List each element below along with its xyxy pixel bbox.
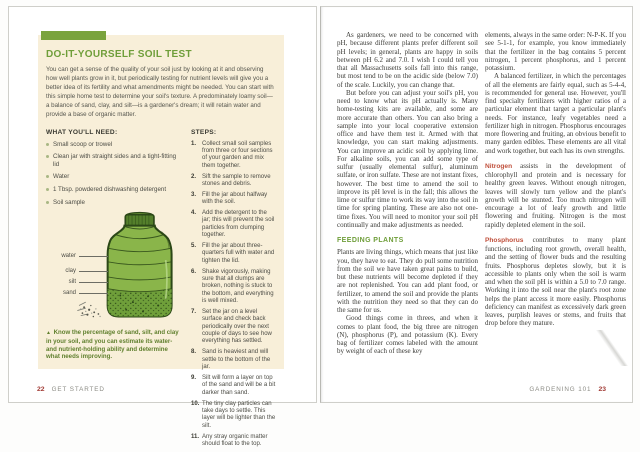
footer-section-label: GARDENING 101	[529, 386, 592, 393]
step-number: 8.	[191, 349, 197, 356]
needs-column	[46, 129, 182, 452]
step-text: Sift the sample to remove stones and debris.	[202, 173, 271, 187]
jar-label-leader	[79, 293, 108, 294]
steps-column	[191, 129, 276, 452]
steps-list	[191, 141, 276, 449]
footer-section-label: GET STARTED	[51, 386, 105, 393]
paragraph: Phosphorus contributes to many plant functions, including root growth, overall health, and the setting of flower buds and the resulting fruits. Phosphorus depletes slowly, but it is accessible to plants only when the soil is warm and when the soil pH is within a 5.0 to 7.0 range. Working it into the soil near the plant's root zone helps the plant access it more easily. Phosphorus deficiency can manifest as excessively dark green leaves, purplish leaves or stems, and fruits that drop before they mature.	[485, 235, 626, 328]
step-text: Collect small soil samples from three or four sections of your garden and mix them together.	[202, 140, 273, 169]
paragraph: Nitrogen assists in the development of chlorophyll and protein and is necessary for healthy green leaves. Without enough nitrogen, leaves will slowly turn yellow and the plant's growth will be stunted. Too much nitrogen will encourage a lot of leafy growth and little flowering and fruiting. Nitrogen is the most rapidly depleted element in the soil.	[485, 161, 626, 229]
step-item	[191, 375, 276, 397]
step-text: Set the jar on a level surface and check back periodically over the next couple of days to see how everything has settled.	[202, 309, 272, 345]
step-text: Shake vigorously, making sure that all clumps are broken, nothing is stuck to the bottom, and everything is well mixed.	[202, 268, 274, 305]
step-text: Any stray organic matter should float to the top.	[202, 433, 268, 447]
step-item	[191, 434, 276, 449]
left-page	[8, 6, 317, 447]
step-number: 1.	[191, 140, 197, 147]
jar-label	[46, 279, 108, 285]
soil-jar-illustration	[74, 211, 180, 321]
needs-heading: WHAT YOU'LL NEED:	[46, 128, 118, 136]
step-item	[191, 349, 276, 371]
jar-label	[46, 290, 108, 296]
need-label: Small scoop or trowel	[53, 140, 113, 148]
box-intro: You can get a sense of the quality of your soil just by looking at it and observing how well plants grow in it, but periodically testing for nutrient levels will give you a better idea of its fertility and what amendments might be needed. You can start with this simple home test to determine your soil's texture. A predominately loamy soil—a balance of sand, clay, and silt—is a gardener's dream; it will retain water and provide a base of organic matter.	[46, 66, 274, 119]
jar-label	[46, 268, 108, 274]
figure-caption-text: Know the percentage of sand, silt, and clay in your soil, and you can estimate its water- and nutrient-holding ability and determine what needs improving.	[46, 329, 179, 361]
need-item	[46, 173, 182, 181]
need-item	[46, 141, 182, 149]
need-label: Clean jar with straight sides and a tight-fitting lid	[53, 153, 177, 168]
text-column-1	[337, 31, 478, 356]
nutrient-lead: Nitrogen	[485, 162, 513, 170]
right-page	[320, 6, 633, 403]
paragraph: Good things come in threes, and when it comes to plant food, the big three are nitrogen (N), phosphorus (P), and potassium (K). Every bag of fertilizer comes labeled with the amount by weight of each of these key	[337, 314, 478, 356]
caption-triangle-icon: ▲	[46, 330, 51, 337]
step-number: 11.	[191, 433, 200, 440]
page-number: 22	[37, 386, 45, 393]
jar-label-leader	[79, 271, 108, 272]
need-label: Soil sample	[53, 198, 85, 206]
box-columns	[46, 129, 276, 452]
step-number: 9.	[191, 374, 197, 381]
step-text: Fill the jar about three-quarters full with water and tighten the lid.	[202, 243, 275, 264]
step-text: Sand is heaviest and will settle to the bottom of the jar.	[202, 349, 271, 370]
section-heading-feeding-plants: FEEDING PLANTS	[337, 237, 404, 244]
step-item	[191, 269, 276, 306]
step-text: Silt will form a layer on top of the sand and will be a bit darker than sand.	[202, 374, 276, 396]
steps-heading: STEPS:	[191, 128, 217, 136]
step-number: 4.	[191, 210, 197, 217]
jar-label-text: water	[61, 253, 76, 260]
text-column-2	[485, 31, 626, 356]
paragraph: elements, always in the same order: N-P-K. If you see 5-1-1, for example, you know immediately that the fertilizer in the bag contains 5 percent nitrogen, 1 percent phosphorus, and 1 percent potassium.	[485, 31, 626, 72]
paragraph: A balanced fertilizer, in which the percentages of all the elements are fairly equal, such as 5-4-4, is recommended for general use. However, you'll find specialty fertilizers with higher ratios of a particular element that target a particular plant's needs. For instance, leafy vegetables need a fertilizer high in nitrogen. Phosphorus encourages more flowering and fruiting, an obvious benefit to many garden edibles. These elements are all vital and work together, but each has its own strengths.	[485, 72, 626, 155]
green-accent-bar	[41, 31, 106, 40]
step-number: 2.	[191, 173, 197, 180]
jar-figure	[46, 211, 182, 324]
paragraph: As gardeners, we need to be concerned with pH, because different plants prefer different soil pH levels; in general, plants are happy in soils between pH 6.2 and 7.0. I wish I could tell you that all Massachusetts soils fall into this range, but most tend to be on the acidic side (below 7.0) of the scale. Luckily, you can change that.	[337, 31, 478, 89]
jar-label-leader	[79, 256, 108, 257]
step-item	[191, 243, 276, 265]
nutrient-lead: Phosphorus	[485, 236, 524, 244]
paragraph: But before you can adjust your soil's pH, you need to know what its pH actually is. Many home-testing kits are available, and some are more accurate than others. You can also bring a sample into your local cooperative extension office and have them test it. Armed with that knowledge, you can start making adjustments. You can improve an acidic soil by applying lime. For alkaline soils, you can add some type of sulfur (usually elemental sulfur), aluminum sulfate, or iron sulfate. These are not instant fixes, however. The best time to amend the soil to improve its pH level is in the fall; this allows the lime or sulfur time to work its way into the soil in time for spring planting. These are also not one-time fixes. You will need to monitor your soil pH continually and make adjustments as needed.	[337, 88, 478, 229]
bullet-icon	[46, 201, 49, 204]
page-footer-right	[529, 386, 606, 393]
step-item	[191, 141, 276, 170]
jar-label	[46, 253, 108, 259]
need-item	[46, 199, 182, 207]
need-label: 1 Tbsp. powdered dishwashing detergent	[53, 185, 167, 193]
bullet-icon	[46, 155, 49, 158]
jar-label-text: sand	[62, 290, 76, 297]
page-number: 23	[598, 386, 606, 393]
step-item	[191, 210, 276, 239]
step-item	[191, 174, 276, 189]
step-item	[191, 401, 276, 430]
bullet-icon	[46, 143, 49, 146]
paragraph: Plants are living things, which means that just like you, they have to eat. They do pull some nutrition from the soil we have taken great pains to build, but these nutrients will become depleted if they are not replenished. You can add plant food, or fertilizer, to amend the soil and provide the plants with the nutrition they need so that they can do the same for us.	[337, 248, 478, 314]
bullet-icon	[46, 175, 49, 178]
step-number: 10.	[191, 400, 200, 407]
step-number: 3.	[191, 191, 197, 198]
bullet-icon	[46, 188, 49, 191]
step-text: The tiny clay particles can take days to settle. This layer will be lighter than the silt.	[202, 400, 276, 429]
step-number: 5.	[191, 243, 197, 250]
step-number: 7.	[191, 309, 197, 315]
need-item	[46, 186, 182, 194]
text-columns	[321, 7, 632, 356]
box-title: DO-IT-YOURSELF SOIL TEST	[46, 49, 192, 60]
step-number: 6.	[191, 268, 197, 275]
step-item	[191, 309, 276, 346]
need-label: Water	[53, 173, 70, 181]
jar-label-text: silt	[68, 279, 76, 286]
jar-label-leader	[79, 282, 108, 283]
step-item	[191, 192, 276, 207]
needs-list	[46, 141, 182, 207]
figure-caption	[46, 329, 180, 361]
step-text: Add the detergent to the jar; this will prevent the soil particles from clumping together.	[202, 210, 275, 239]
soil-spill	[77, 302, 100, 317]
need-item	[46, 153, 182, 168]
jar-label-text: clay	[65, 268, 76, 275]
page-footer-left	[37, 386, 105, 393]
step-text: Fill the jar about halfway with the soil.	[202, 191, 268, 206]
